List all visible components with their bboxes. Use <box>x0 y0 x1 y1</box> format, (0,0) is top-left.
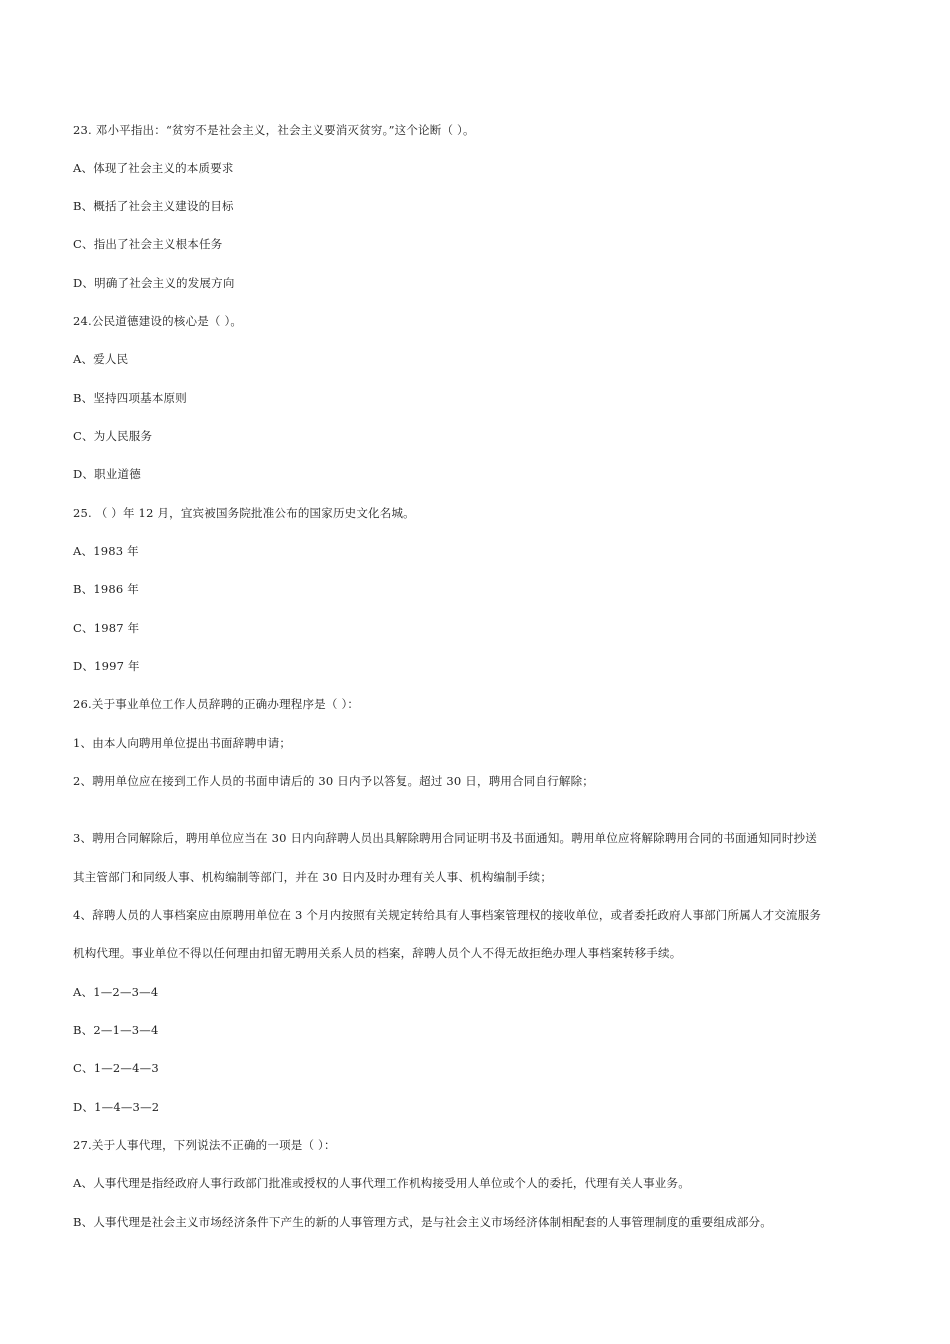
question-26-stem: 26.关于事业单位工作人员辞聘的正确办理程序是（ ）： <box>73 697 360 711</box>
question-27-option-a: A、人事代理是指经政府人事行政部门批准或授权的人事代理工作机构接受用人单位或个人的委托，代理有关人事业务。 <box>73 1176 690 1190</box>
question-23-option-b: B、概括了社会主义建设的目标 <box>73 199 234 213</box>
question-26-option-c: C、1—2—4—3 <box>73 1061 159 1075</box>
question-23-option-c: C、指出了社会主义根本任务 <box>73 237 223 251</box>
question-26-step-3-line-2: 其主管部门和同级人事、机构编制等部门，并在 30 日内及时办理有关人事、机构编制手续； <box>73 870 553 884</box>
question-26-option-b: B、2—1—3—4 <box>73 1023 159 1037</box>
question-26-step-4-line-2: 机构代理。事业单位不得以任何理由扣留无聘用关系人员的档案，辞聘人员个人不得无故拒绝办理人事档案转移手续。 <box>73 946 682 960</box>
question-23-option-a: A、体现了社会主义的本质要求 <box>73 161 234 175</box>
question-25-option-a: A、1983 年 <box>73 544 139 558</box>
question-26-step-4-line-1: 4、辞聘人员的人事档案应由原聘用单位在 3 个月内按照有关规定转给具有人事档案管理权的接收单位，或者委托政府人事部门所属人才交流服务 <box>73 908 822 922</box>
question-24-option-d: D、职业道德 <box>73 467 141 481</box>
question-27-stem: 27.关于人事代理，下列说法不正确的一项是（ ）： <box>73 1138 336 1152</box>
question-23-option-d: D、明确了社会主义的发展方向 <box>73 276 235 290</box>
question-26-step-1: 1、由本人向聘用单位提出书面辞聘申请； <box>73 736 292 750</box>
question-25-option-b: B、1986 年 <box>73 582 139 596</box>
question-24-option-b: B、坚持四项基本原则 <box>73 391 187 405</box>
question-25-option-d: D、1997 年 <box>73 659 140 673</box>
question-26-option-d: D、1—4—3—2 <box>73 1100 160 1114</box>
question-24-stem: 24.公民道德建设的核心是（ ）。 <box>73 314 243 328</box>
question-23-stem: 23. 邓小平指出：“贫穷不是社会主义，社会主义要消灭贫穷。”这个论断（ ）。 <box>73 123 475 137</box>
question-25-option-c: C、1987 年 <box>73 621 140 635</box>
question-26-step-3-line-1: 3、聘用合同解除后，聘用单位应当在 30 日内向辞聘人员出具解除聘用合同证明书及书面通知。聘用单位应将解除聘用合同的书面通知同时抄送 <box>73 831 817 845</box>
question-26-step-2: 2、聘用单位应在接到工作人员的书面申请后的 30 日内予以答复。超过 30 日，聘用合同自行解除； <box>73 774 595 788</box>
question-26-option-a: A、1—2—3—4 <box>73 985 159 999</box>
question-27-option-b: B、人事代理是社会主义市场经济条件下产生的新的人事管理方式，是与社会主义市场经济体制相配套的人事管理制度的重要组成部分。 <box>73 1215 772 1229</box>
question-24-option-c: C、为人民服务 <box>73 429 153 443</box>
question-25-stem: 25. （ ）年 12 月，宜宾被国务院批准公布的国家历史文化名城。 <box>73 506 415 520</box>
question-24-option-a: A、爱人民 <box>73 352 129 366</box>
